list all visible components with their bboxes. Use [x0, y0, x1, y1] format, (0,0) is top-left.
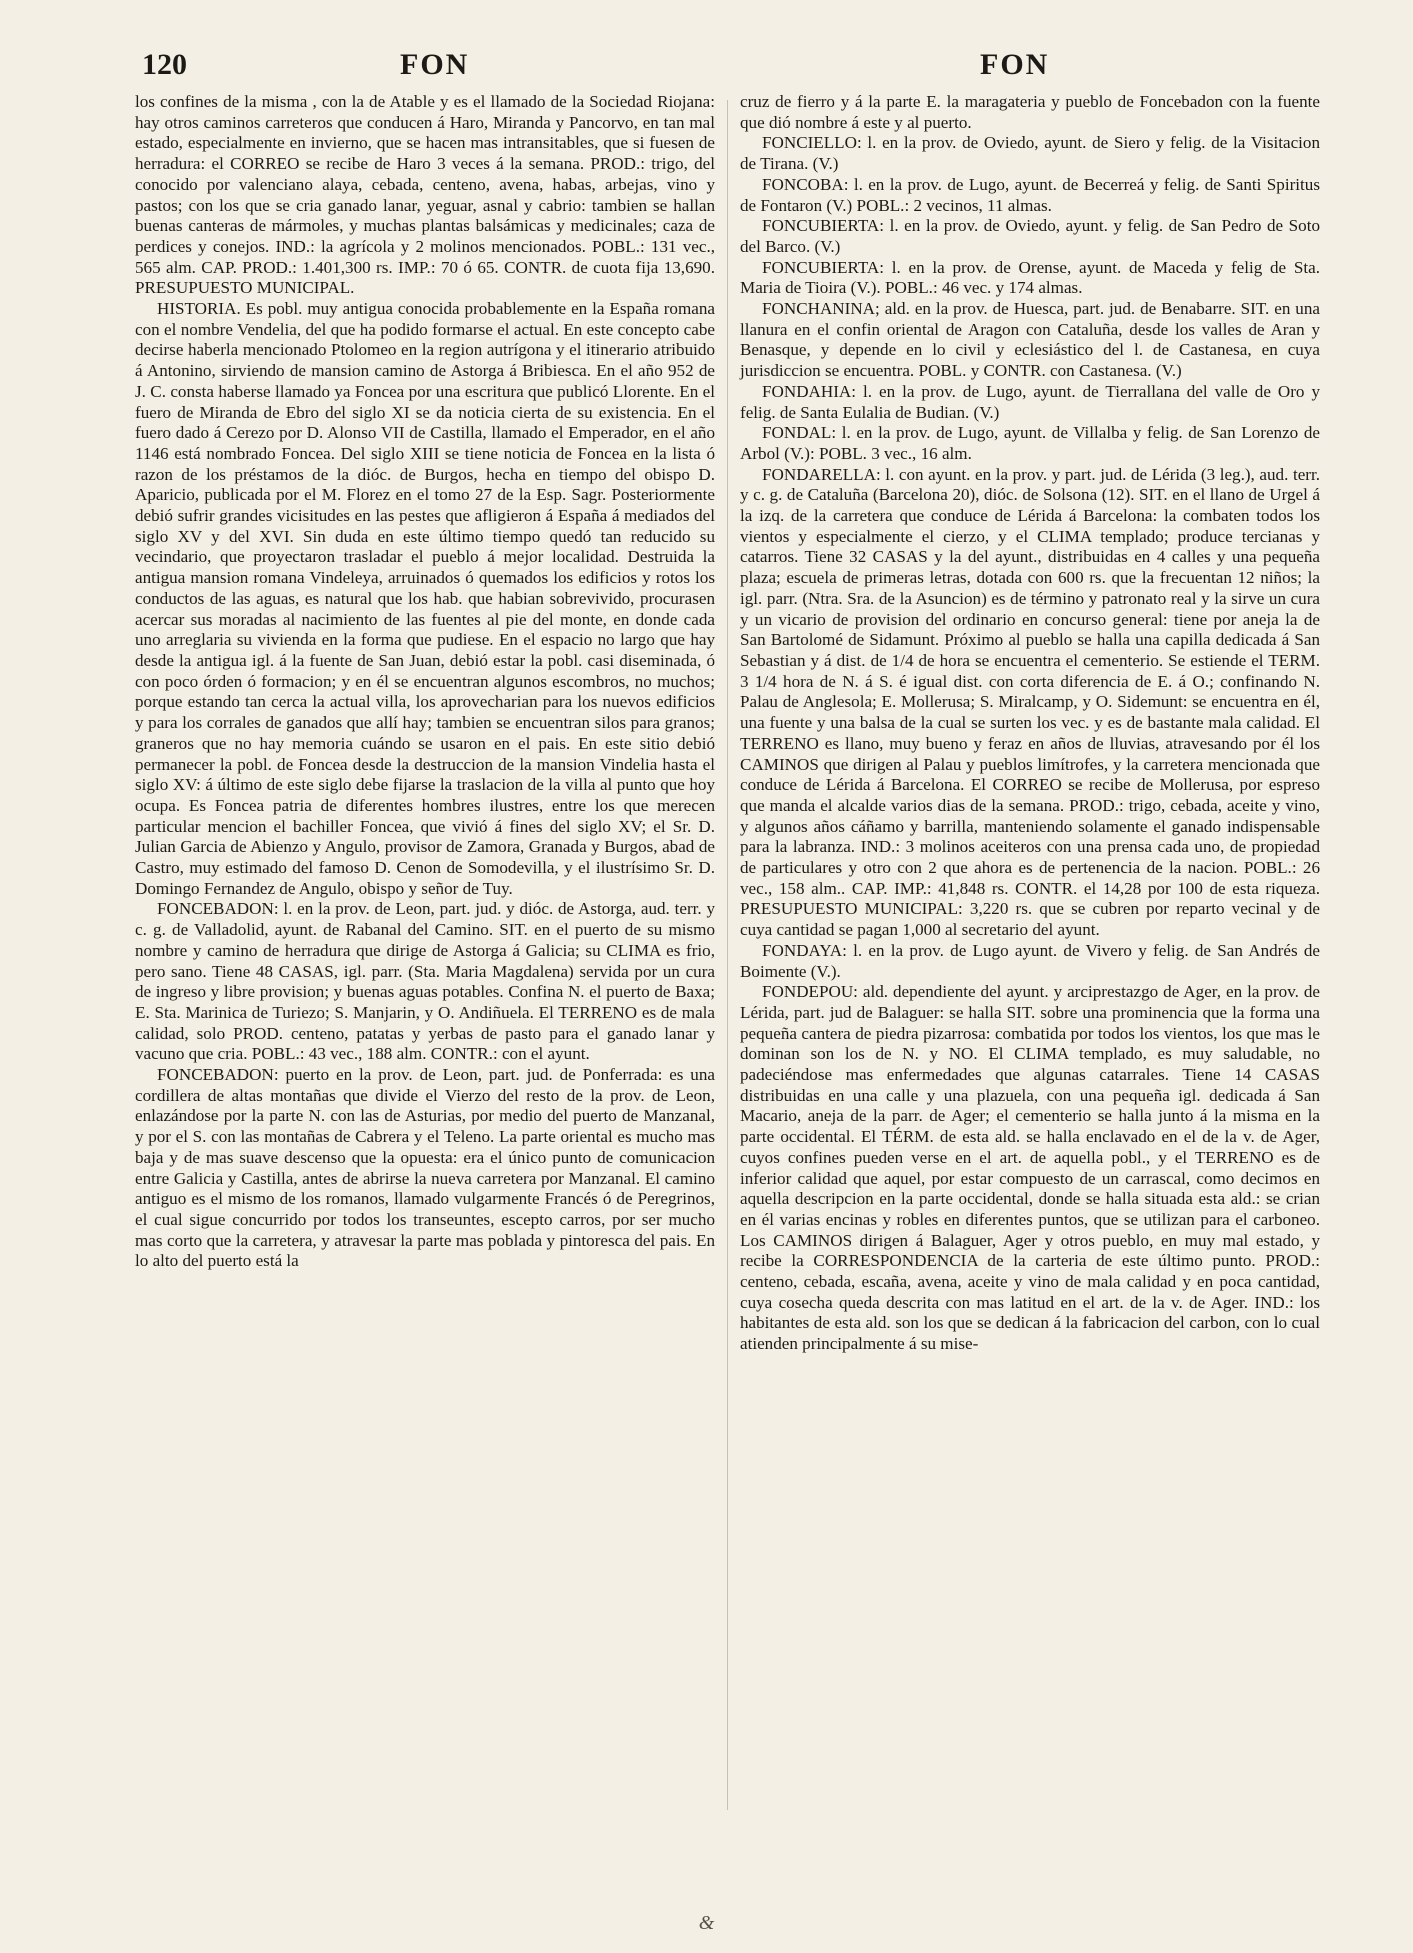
page-header	[0, 48, 1413, 90]
entry-fonciello: FONCIELLO: l. en la prov. de Oviedo, ayunt. de Siero y felig. de la Visitacion de Tirana. (V.)	[740, 133, 1320, 174]
entry-fondahia: FONDAHIA: l. en la prov. de Lugo, ayunt. de Tierrallana del valle de Oro y felig. de Santa Eulalia de Budian. (V.)	[740, 381, 1320, 422]
page-number: 120	[142, 48, 187, 81]
entry-fondarella: FONDARELLA: l. con ayunt. en la prov. y part. jud. de Lérida (3 leg.), aud. terr. y c. g. de Cataluña (Barcelona 20), dióc. de Solsona (12). SIT. en el llano de Urgel á la izq. de la carretera que conduce de Lérida á Barcelona: la combaten todos los vientos y especialmente el cierzo, y el CLIMA templado; produce tercianas y catarros. Tiene 32 CASAS y la del ayunt., distribuidas en 4 calles y una pequeña plaza; escuela de primeras letras, dotada con 600 rs. que la frecuentan 12 niños; la igl. parr. (Ntra. Sra. de la Asuncion) es de término y patronato real y la sirve un cura y un vicario de provision del ordinario en concurso general: tiene por aneja la de San Bartolomé de Sidamunt. Próximo al pueblo se halla una capilla dedicada á San Sebastian y á dist. de 1/4 de hora se encuentra el cementerio. Se estiende el TERM. 3 1/4 hora de N. á S. é igual dist. con corta diferencia de E. á O.; confinando N. Palau de Anglesola; E. Mollerusa; S. Miralcamp, y O. Sidemunt: se encuentra en él, una fuente y una balsa de la cual se surten los vec. y es de bastante mala calidad. El TERRENO es llano, muy bueno y feraz en años de lluvias, atravesando por él los CAMINOS que dirigen al Palau y pueblos limítrofes, y la carretera mencionada que conduce de Lérida á Barcelona. El CORREO se recibe de Mollerusa, por espreso que manda el alcalde varios dias de la semana. PROD.: trigo, cebada, aceite y vino, y algunos años cáñamo y barrilla, manteniendo solamente el ganado indispensable para la labranza. IND.: 3 molinos aceiteros con una prensa cada uno, de propiedad de particulares y otro con 2 que ahora es de pertenencia de la nacion. POBL.: 26 vec., 158 alm.. CAP. IMP.: 41,848 rs. CONTR. el 14,28 por 100 de esta riqueza. PRESUPUESTO MUNICIPAL: 3,220 rs. que se cubren por reparto vecinal y de cuya cantidad se pagan 1,000 al secretario del ayunt.	[740, 464, 1320, 940]
entry-fondepou: FONDEPOU: ald. dependiente del ayunt. y arciprestazgo de Ager, en la prov. de Lérida, part. jud de Balaguer: se halla SIT. sobre una prominencia que la forma una pequeña cantera de piedra pizarrosa: combatida por todos los vientos, los que mas le dominan son los de N. y NO. El CLIMA templado, es muy saludable, no padeciéndose mas enfermedades que algunas catarrales. Tiene 14 CASAS distribuidas en una calle y una plazuela, con una pequeña igl. dedicada á San Macario, aneja de la parr. de Ager; el cementerio se halla junto á la misma en la parte occidental. El TÉRM. de esta ald. se halla enclavado en el de la v. de Ager, cuyos confines pueden verse en el art. de aquella pobl., y el TERRENO es de inferior calidad que aquel, por estar compuesto de un carrascal, como decimos en aquella descripcion en la parte occidental, donde se halla situada esta ald.: se crian en él varias encinas y robles en diferentes puntos, que se utilizan para el carboneo. Los CAMINOS dirigen á Balaguer, Ager y otros pueblo, en muy mal estado, y recibe la CORRESPONDENCIA de la carteria de este último punto. PROD.: centeno, cebada, escaña, avena, aceite y vino de mala calidad y en poca cantidad, cuya cosecha queda descrita con mas latitud en el art. de la v. de Ager. IND.: los habitantes de esta ald. son los que se dedican á la fabricacion del carbon, con lo cual atienden principalmente á su mise-	[740, 982, 1320, 1354]
entry-foncebadon-pass: FONCEBADON: puerto en la prov. de Leon, part. jud. de Ponferrada: es una cordillera de altas montañas que divide el Vierzo del resto de la prov. de Leon, enlazándose por la parte N. con las de Asturias, por medio del puerto de Manzanal, y por el S. con las montañas de Cabrera y el Teleno. La parte oriental es mucho mas baja y de mas suave descenso que la opuesta: era el único punto de comunicacion entre Galicia y Castilla, antes de abrirse la nueva carretera por Manzanal. El camino antiguo es el mismo de los romanos, llamado vulgarmente Francés ó de Peregrinos, el cual sigue concurrido por todos los transeuntes, escepto carros, por ser mucho mas corto que la carretera, y atravesar la parte mas poblada y pintoresca del pais. En lo alto del puerto está la	[135, 1065, 715, 1271]
entry-foncebadon-pass-continued: cruz de fierro y á la parte E. la maragateria y pueblo de Foncebadon con la fuente que dió nombre á este y al puerto.	[740, 92, 1320, 132]
right-column	[740, 92, 1320, 1355]
entry-foncubierta-oviedo: FONCUBIERTA: l. en la prov. de Oviedo, ayunt. y felig. de San Pedro de Soto del Barco. (V.)	[740, 216, 1320, 256]
left-column	[135, 92, 715, 1272]
column-divider	[727, 100, 728, 1810]
entry-foncoba: FONCOBA: l. en la prov. de Lugo, ayunt. de Becerreá y felig. de Santi Spiritus de Fontaron (V.) POBL.: 2 vecinos, 11 almas.	[740, 174, 1320, 215]
entry-fondal: FONDAL: l. en la prov. de Lugo, ayunt. de Villalba y felig. de San Lorenzo de Arbol (V.): POBL. 3 vec., 16 alm.	[740, 423, 1320, 463]
entry-foncea-continued: los confines de la misma , con la de Atable y es el llamado de la Sociedad Riojana: hay otros caminos carreteros que conducen á Haro, Miranda y Pancorvo, en tan mal estado, especialmente en invierno, que se hacen mas intransitables, que si fuesen de herradura: el CORREO se recibe de Haro 3 veces á la semana. PROD.: trigo, del conocido por valenciano alaya, cebada, centeno, avena, habas, arbejas, vino y pastos; con los que se cria ganado lanar, yeguar, asnal y cabrio: tambien se hallan buenas canteras de mármoles, y muchas plantas balsámicas y medicinales; caza de perdices y conejos. IND.: la agrícola y 2 molinos mencionados. POBL.: 131 vec., 565 alm. CAP. PROD.: 1.401,300 rs. IMP.: 70 ó 65. CONTR. de cuota fija 13,690. PRESUPUESTO MUNICIPAL.	[135, 92, 715, 298]
entry-fonchanina: FONCHANINA; ald. en la prov. de Huesca, part. jud. de Benabarre. SIT. en una llanura en el confin oriental de Aragon con Cataluña, desde los valles de Aran y Benasque, y depende en lo civil y eclesiástico del l. de Castanesa, en cuya jurisdiccion se encuentra. POBL. y CONTR. con Castanesa. (V.)	[740, 299, 1320, 381]
entry-fondaya: FONDAYA: l. en la prov. de Lugo ayunt. de Vivero y felig. de San Andrés de Boimente (V.).	[740, 940, 1320, 981]
running-head-right: FON	[980, 48, 1050, 81]
page-signature-mark: &	[698, 1912, 715, 1934]
entry-foncea-historia: HISTORIA. Es pobl. muy antigua conocida probablemente en la España romana con el nombre Vendelia, del que ha podido formarse el actual. En este concepto cabe decirse haberla mencionado Ptolomeo en la region autrígona y el itinerario atribuido á Antonino, sirviendo de mansion camino de Astorga á Bribiesca. En el año 952 de J. C. consta haberse llamado ya Foncea por una escritura que publicó Llorente. En el fuero de Miranda de Ebro del siglo XI se da noticia cierta de su existencia. En el fuero dado á Cerezo por D. Alonso VII de Castilla, llamado el Emperador, en el año 1146 está nombrado Foncea. Del siglo XIII se tiene noticia de Foncea en la lista ó razon de los préstamos de la dióc. de Burgos, hecha en tiempo del obispo D. Aparicio, publicada por el M. Florez en el tomo 27 de la Esp. Sagr. Posteriormente debió sufrir grandes vicisitudes en las pestes que afligieron á España á mediados del siglo XV y del XVI. Sin duda en este último tiempo quedó tan reducido su vecindario, que proyectaron trasladar el pueblo á mejor localidad. Destruida la antigua mansion romana Vindeleya, arruinados ó quemados los edificios y rotos los conductos de las aguas, es natural que los hab. que habian sobrevivido, procurasen acercar sus moradas al nacimiento de las fuentes al pie del monte, en donde cada uno arreglaria su vivienda en la forma que pudiese. En el espacio no largo que hay desde la antigua igl. á la fuente de San Juan, debió estar la pobl. casi diseminada, ó con poco órden ó formacion; y en él se encuentran algunos escombros, no muchos; porque estando tan cerca la actual villa, los aprovecharian para los nuevos edificios y para los corrales de ganados que allí hay; tambien se encuentran silos para granos; graneros que no hay memoria cuándo se usaron en el pais. En este sitio debió permanecer la pobl. de Foncea desde la destruccion de la mansion Vindelia hasta el siglo XV: á último de este siglo debe fijarse la traslacion de la villa al punto que hoy ocupa. Es Foncea patria de diferentes hombres ilustres, entre los que merecen particular mencion el bachiller Foncea, que vivió á fines del siglo XV; el Sr. D. Julian Garcia de Abienzo y Angulo, provisor de Zamora, Granada y Burgos, abad de Castro, muy estimado del famoso D. Cenon de Somodevilla, y el ilustrísimo Sr. D. Domingo Fernandez de Angulo, obispo y señor de Tuy.	[135, 299, 715, 898]
entry-foncebadon-village: FONCEBADON: l. en la prov. de Leon, part. jud. y dióc. de Astorga, aud. terr. y c. g. de Valladolid, ayunt. de Rabanal del Camino. SIT. en el puerto de su mismo nombre y camino de herradura que dirige de Astorga á Galicia; su CLIMA es frio, pero sano. Tiene 48 CASAS, igl. parr. (Sta. Maria Magdalena) servida por un cura de ingreso y libre provision; y buenas aguas potables. Confina N. el puerto de Baxa; E. Sta. Marinica de Turiezo; S. Manjarin, y O. Andiñuela. El TERRENO es de mala calidad, solo PROD. centeno, patatas y yerbas de pasto para el ganado lanar y vacuno que cria. POBL.: 43 vec., 188 alm. CONTR.: con el ayunt.	[135, 899, 715, 1064]
running-head-left: FON	[400, 48, 470, 81]
entry-foncubierta-orense: FONCUBIERTA: l. en la prov. de Orense, ayunt. de Maceda y felig de Sta. Maria de Tioira (V.). POBL.: 46 vec. y 174 almas.	[740, 257, 1320, 298]
